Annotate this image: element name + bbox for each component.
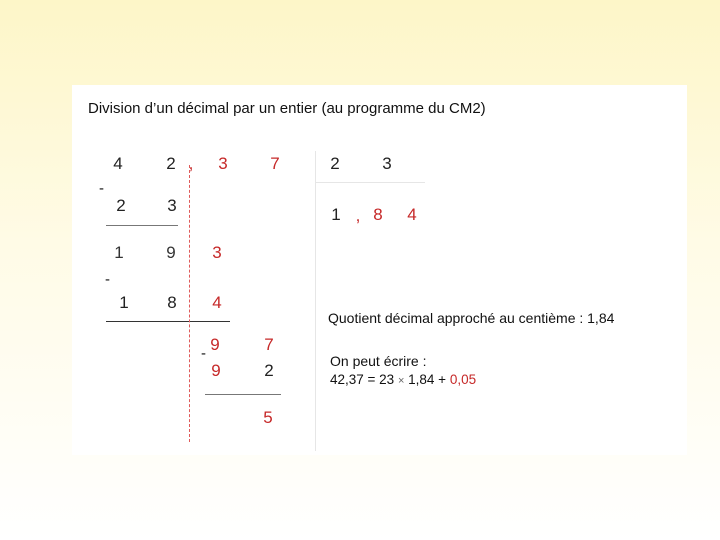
step2-digit-3: 4 (212, 293, 222, 312)
rem1-digit-1: 1 (114, 243, 124, 262)
times-sign: × (397, 375, 405, 387)
divisor-separator-horizontal (315, 182, 425, 183)
step3-digit-1: 9 (211, 361, 221, 380)
rem2-digit-1: 9 (210, 335, 220, 354)
slide-content (72, 85, 687, 455)
step1-digit-1: 2 (116, 196, 126, 215)
dividend-digit-4: 7 (270, 154, 280, 173)
divisor-digit-1: 2 (330, 154, 340, 173)
write-label: On peut écrire : (330, 353, 427, 369)
minus-sign-3: - (201, 345, 206, 362)
minus-sign-1: - (99, 180, 104, 197)
divisor-digit-2: 3 (382, 154, 392, 173)
equation-remainder: 0,05 (449, 372, 477, 387)
decimal-guide-line (189, 165, 190, 442)
minus-sign-2: - (105, 271, 110, 288)
quotient-comma: , (355, 206, 361, 225)
equation-mid: 1,84 + (408, 372, 447, 387)
dividend-digit-1: 4 (113, 154, 123, 173)
step2-digit-2: 8 (167, 293, 177, 312)
quotient-digit-1: 1 (331, 205, 341, 224)
slide-title: Division d’un décimal par un entier (au programme du CM2) (88, 100, 486, 117)
quotient-digit-3: 4 (407, 205, 417, 224)
dividend-comma: , (188, 154, 194, 173)
dividend-digit-3: 3 (218, 154, 228, 173)
dividend-digit-2: 2 (166, 154, 176, 173)
step1-digit-2: 3 (167, 196, 177, 215)
underline-3 (205, 394, 281, 395)
equation-left: 42,37 = 23 (330, 372, 395, 387)
equation (330, 372, 476, 387)
rem3-digit-1: 5 (263, 408, 273, 427)
rem2-digit-2: 7 (264, 335, 274, 354)
quotient-digit-2: 8 (373, 205, 383, 224)
quotient-approx-label: Quotient décimal approché au centième : 1,84 (328, 310, 615, 326)
rem1-digit-3: 3 (212, 243, 222, 262)
divisor-separator-vertical (315, 151, 316, 451)
step2-digit-1: 1 (119, 293, 129, 312)
underline-2 (106, 321, 230, 322)
step3-digit-2: 2 (264, 361, 274, 380)
underline-1 (106, 225, 178, 226)
rem1-digit-2: 9 (166, 243, 176, 262)
